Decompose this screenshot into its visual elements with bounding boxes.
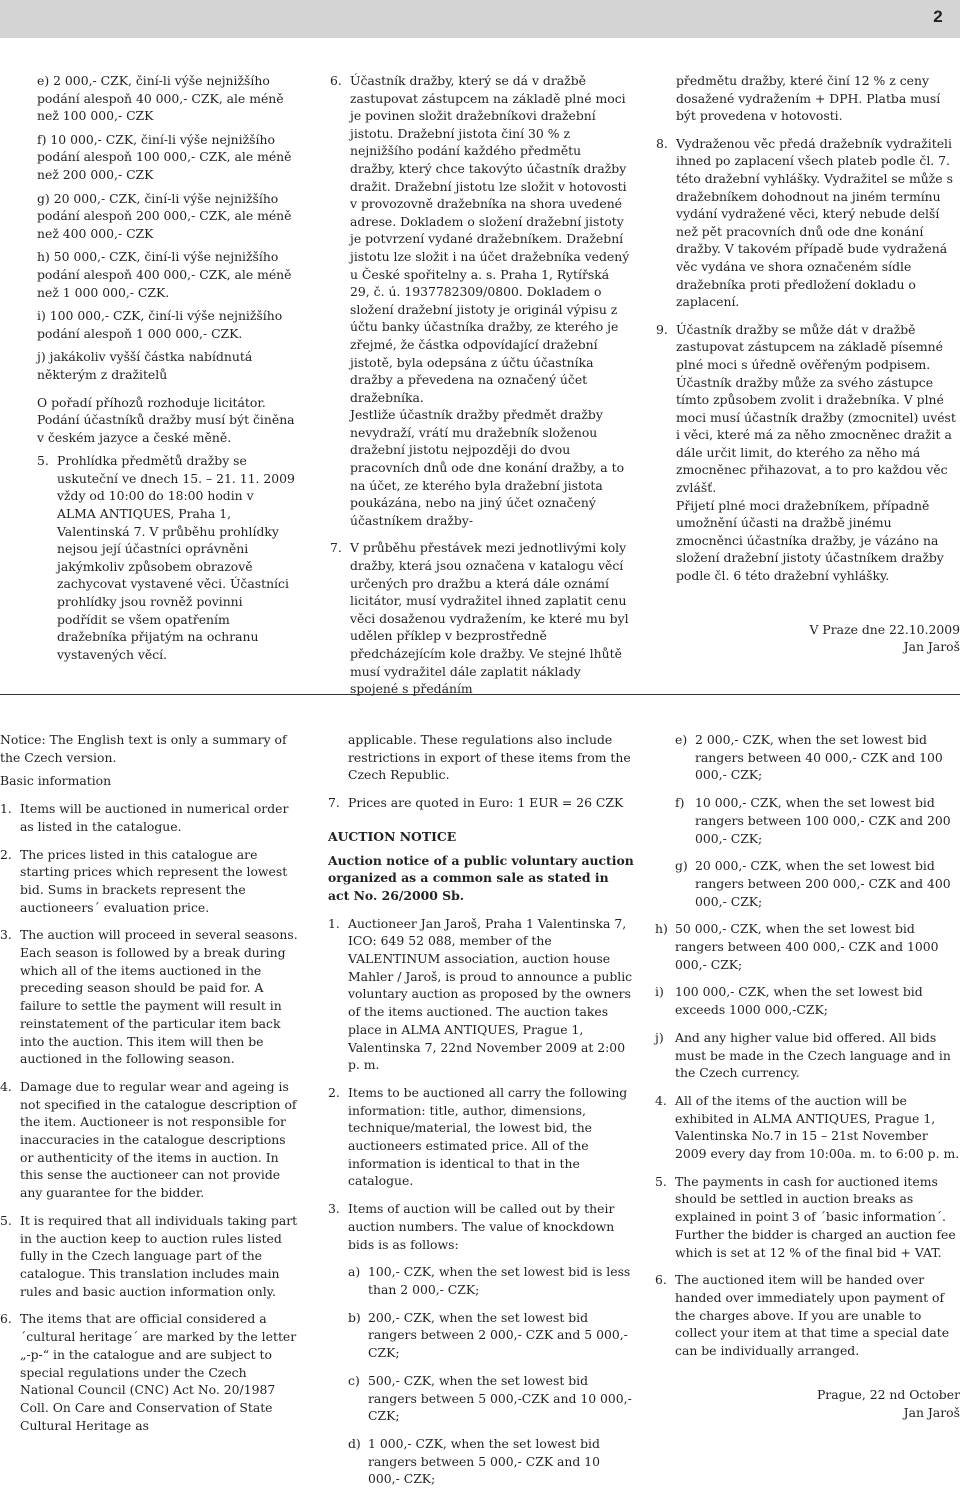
en-basic-item-text: Prices are quoted in Euro: 1 EUR = 26 CZK (348, 795, 624, 811)
cz-item-7 (330, 539, 630, 697)
en-basic-list (0, 800, 302, 1434)
en-bid-item (675, 731, 960, 784)
en-notice-item-number: 3. (328, 1201, 340, 1217)
en-basic-item (0, 926, 302, 1068)
en-notice-item-text: All of the items of the auction will be exhibited in ALMA ANTIQUES, Prague 1, Valentinska No.7 in 15 – 21st November 2009 every day from 10:00a. m. to 6:00 p. m. (675, 1092, 960, 1162)
en-bid-item (348, 1372, 634, 1425)
en-notice-item (655, 1092, 960, 1163)
en-bid-item-text: 50 000,- CZK, when the set lowest bid rangers between 400 000,- CZK and 1000 000,- CZK; (675, 921, 939, 972)
cz-bid-f: f) 10 000,- CZK, činí-li výše nejnižšího podání alespoň 100 000,- CZK, ale méně než 200 000,- CZK (37, 131, 292, 182)
en-auction-notice-subheading: Auction notice of a public voluntary auction organized as a common sale as stated in act No. 26/2000 Sb. (328, 852, 634, 903)
cz-item-9-text: Účastník dražby se může dát v dražbě zastupovat zástupcem na základě písemné plné moci s úředně ověřeným podpisem. Účastník dražby může za svého zástupce tímto způsobem zvolit i dražebníka. V plné moci musí účastník dražby (zmocnitel) uvést i věci, které má za něho zmocněnec dražit a dále určit limit, do kterého za něho má zmocněnec přihazovat, a to pro každou věc zvlášť. (676, 321, 956, 496)
en-bid-item-letter: e) (675, 732, 688, 747)
page-number: 2 (933, 7, 943, 26)
en-bid-item-letter: b) (348, 1309, 361, 1325)
en-bid-item-text: And any higher value bid offered. All bids must be made in the Czech language and in the Czech currency. (675, 1029, 951, 1081)
cz-column-2 (330, 72, 630, 698)
cz-item-5-text: Prohlídka předmětů dražby se uskuteční ve dnech 15. – 21. 11. 2009 vždy od 10:00 do 18:00 hodin v ALMA ANTIQUES, Praha 1, Valentinská 7. V průběhu prohlídky nejsou její účastníci oprávněni jakýmkoliv způsobem obrazově zachycovat vystavené věci. Účastníci prohlídky jsou rovněž povinni podřídit se všem opatřením dražebníka přijatým na ochranu vystavených věcí. (57, 453, 295, 662)
cz-item-8 (656, 135, 960, 311)
en-item-6-continued: applicable. These regulations also include restrictions in export of these items from the Czech Republic. (348, 732, 631, 783)
en-column-2 (328, 731, 634, 1488)
cz-bid-h: h) 50 000,- CZK, činí-li výše nejnižšího podání alespoň 400 000,- CZK, ale méně než 1 000 000,- CZK. (37, 249, 292, 300)
cz-item-7-number: 7. (330, 540, 342, 556)
en-basic-item-number: 3. (0, 927, 12, 943)
en-date: Prague, 22 nd October (816, 1386, 960, 1402)
cz-bid-j: j) jakákoliv vyšší částka nabídnutá některým z dražitelů (37, 349, 253, 382)
en-bid-item-text: 2 000,- CZK, when the set lowest bid rangers between 40 000,- CZK and 100 000,- CZK; (695, 732, 943, 783)
en-bid-item-text: 200,- CZK, when the set lowest bid rangers between 2 000,- CZK and 5 000,- CZK; (368, 1309, 628, 1361)
en-notice-item-number: 4. (655, 1092, 667, 1108)
cz-signature: Jan Jaroš (903, 639, 960, 655)
en-basic-item-number: 2. (0, 846, 12, 862)
en-basic-item-number: 6. (0, 1311, 12, 1327)
section-divider (0, 694, 960, 695)
en-bid-item-letter: c) (348, 1372, 360, 1388)
cz-order-paragraph: O pořadí příhozů rozhoduje licitátor. Podání účastníků dražby musí být činěna v českém jazyce a české měně. (37, 394, 295, 445)
en-basic-information-heading: Basic information (0, 773, 112, 789)
en-basic-item-text: It is required that all individuals taking part in the auction keep to auction rules listed fully in the Czech language part of the catalogue. This translation includes main rules and basic auction information only. (20, 1212, 298, 1299)
en-notice-item (328, 1084, 634, 1190)
en-bid-item (655, 1029, 960, 1082)
page-header-bar (0, 0, 960, 38)
en-bid-item-letter: i) (655, 984, 664, 1000)
en-basic-item-text: Items will be auctioned in numerical order as listed in the catalogue. (20, 801, 289, 834)
cz-item-7-text: V průběhu přestávek mezi jednotlivými koly dražby, která jsou označena v katalogu věcí určených pro dražbu a která dále oznámí licitátor, musí vydražitel ihned zaplatit cenu věci dosaženou vydražením, ke které mu byl udělen příklep v bezprostředně předcházejícím kole dražby. Ve stejné lhůtě musí vydražitel dále zaplatit náklady spojené s předáním (350, 540, 629, 697)
en-notice-item-text: Items of auction will be called out by their auction numbers. The value of knockdown bids is as follows: (348, 1201, 615, 1252)
cz-item-9-text-b: Přijetí plné moci dražebníkem, případně umožnění účasti na dražbě jinému zmocněnci účastníka dražby, je vázáno na složení dražební jistoty účastníkem dražby podle čl. 6 této dražební vyhlášky. (676, 497, 944, 584)
en-bid-item-letter: a) (348, 1264, 361, 1280)
en-bid-item (675, 857, 960, 910)
en-basic-item (0, 1212, 302, 1301)
en-bid-list-e-g (655, 731, 960, 910)
en-bid-item-letter: j) (655, 1029, 664, 1045)
en-notice-item-number: 1. (328, 915, 340, 931)
cz-bid-e: e) 2 000,- CZK, činí-li výše nejnižšího podání alespoň 40 000,- CZK, ale méně než 100 000,- CZK (37, 73, 284, 124)
en-signature: Jan Jaroš (903, 1404, 960, 1420)
en-basic-item (0, 846, 302, 917)
cz-item-8-text: Vydraženou věc předá dražebník vydražiteli ihned po zaplacení všech plateb podle čl. 7. této dražební vyhlášky. Vydražitel se může s dražebníkem dohodnout na jiném termínu vydání vydražené věci, který nebude delší než pět pracovních dnů ode dne konání dražby. V takovém případě bude vydražená věc vydána ve shora označeném sídle dražebníka proti předložení dokladu o zaplacení. (676, 135, 953, 310)
cz-date: V Praze dne 22.10.2009 (809, 621, 960, 637)
en-bid-item-text: 10 000,- CZK, when the set lowest bid rangers between 100 000,- CZK and 200 000,- CZK; (695, 795, 951, 846)
en-basic-item (0, 1078, 302, 1202)
cz-bid-g: g) 20 000,- CZK, činí-li výše nejnižšího podání alespoň 200 000,- CZK, ale méně než 400 000,- CZK (37, 190, 292, 241)
cz-item-7-continued: předmětu dražby, které činí 12 % z ceny dosažené vydražením + DPH. Platba musí být provedena v hotovosti. (676, 73, 941, 124)
cz-column-3 (656, 72, 960, 656)
en-notice-item-text: The payments in cash for auctioned items should be settled in auction breaks as explained in point 3 of ´basic information´. Further the bidder is charged an auction fee which is set at 12 % of the final bid + VAT. (675, 1173, 956, 1260)
en-notice-item (328, 1200, 634, 1253)
en-column-3 (655, 731, 960, 1421)
en-bid-list-a-d (328, 1263, 634, 1488)
en-bid-item (675, 794, 960, 847)
cz-item-5-number: 5. (37, 453, 49, 469)
en-column-1 (0, 731, 302, 1434)
en-bid-item-letter: f) (675, 795, 685, 811)
en-notice-item-number: 6. (655, 1272, 667, 1288)
en-basic-item-number: 4. (0, 1078, 12, 1094)
en-notice-item-text: Items to be auctioned all carry the following information: title, author, dimensions, technique/material, the lowest bid, the auctioneers estimated price. All of the information is identical to that in the catalogue. (348, 1084, 628, 1189)
en-basic-item-text: The items that are official considered a ´cultural heritage´ are marked by the letter „-p-“ in the catalogue and are subject to special regulations under the Czech National Council (CNC) Act No. 20/1987 Coll. On Care and Conservation of State Cultural Heritage as (20, 1311, 297, 1433)
en-bid-item-text: 20 000,- CZK, when the set lowest bid rangers between 200 000,- CZK and 400 000,- CZK; (695, 858, 951, 909)
en-bid-item (348, 1309, 634, 1362)
en-notice-item-number: 2. (328, 1084, 340, 1100)
en-basic-item-text: The prices listed in this catalogue are starting prices which represent the lowest bid. Sums in brackets represent the auctioneers´ evaluation price. (20, 846, 288, 915)
en-bid-item-letter: g) (675, 858, 688, 874)
cz-item-6-text-b: Jestliže účastník dražby předmět dražby nevydraží, vrátí mu dražebník složenou dražební jistotu nejpozději do dvou pracovních dnů ode dne konání dražby, a to na účet, ze kterého byla dražební jistota poukázána, nebo na jiný účet označený účastníkem dražby- (350, 407, 625, 528)
en-basic-item (0, 800, 302, 835)
en-notice-item-text: Auctioneer Jan Jaroš, Praha 1 Valentinska 7, ICO: 649 52 088, member of the VALENTINUM association, auction house Mahler / Jaroš, is proud to announce a public voluntary auction as proposed by the owners of the items auctioned. The auction takes place in ALMA ANTIQUES, Prague 1, Valentinska 7, 22nd November 2009 at 2:00 p. m. (348, 915, 633, 1073)
cz-bid-i: i) 100 000,- CZK, činí-li výše nejnižšího podání alespoň 1 000 000,- CZK. (37, 308, 283, 341)
cz-item-6-text: Účastník dražby, který se dá v dražbě zastupovat zástupcem na základě plné moci je povinen složit dražebníkovi dražební jistotu. Dražební jistota činí 30 % z nejnižšího podání každého předmětu dražby, který chce takovýto účastník dražby dražit. Dražební jistotu lze složit v hotovosti v provozovně dražebníka na shora uvedené adrese. Dokladem o složení dražební jistoty je potvrzení vydané dražebníkem. Dražební jistotu lze složit i na účet dražebníka vedený u České spořitelny a. s. Praha 1, Rytířská 29, č. ú. 1937782309/0800. Dokladem o složení dražební jistoty je originál výpisu z účtu banky účastníka dražby, ze kterého je zřejmé, že částka odpovídající dražební jistotě, byla odepsána z účtu účastníka dražby a převedena na označený účet dražebníka. (350, 73, 630, 405)
en-bid-item-letter: d) (348, 1435, 361, 1451)
en-basic-item-number: 1. (0, 801, 12, 817)
en-bid-item-text: 100 000,- CZK, when the set lowest bid exceeds 1000 000,-CZK; (675, 984, 923, 1018)
en-bid-item-text: 100,- CZK, when the set lowest bid is less than 2 000,- CZK; (368, 1264, 631, 1297)
en-notice-item (328, 915, 634, 1074)
cz-item-9-number: 9. (656, 321, 668, 337)
en-basic-item-number: 5. (0, 1212, 12, 1228)
en-auction-notice-heading: AUCTION NOTICE (328, 828, 457, 844)
en-basic-item-text: The auction will proceed in several seasons. Each season is followed by a break during which all of the items auctioned in the preceding season should be paid for. A failure to settle the payment will result in reinstatement of the particular item back into the auction. This item will then be auctioned in the following season. (20, 927, 298, 1067)
en-bid-item-text: 500,- CZK, when the set lowest bid rangers between 5 000,-CZK and 10 000,- CZK; (368, 1372, 632, 1424)
en-bid-item (348, 1263, 634, 1298)
cz-column-1 (37, 72, 295, 663)
cz-item-6-number: 6. (330, 73, 342, 88)
en-bid-item (348, 1435, 634, 1488)
cz-item-6 (330, 72, 630, 529)
en-notice-item (655, 1271, 960, 1360)
en-notice-item-number: 5. (655, 1173, 667, 1189)
en-bid-list-h-j (655, 920, 960, 1082)
en-basic-item-text: Damage due to regular wear and ageing is not specified in the catalogue description of the item. Auctioneer is not responsible for inaccuracies in the catalogue descriptions or authenticity of the items in auction. In this sense the auctioneer can not provide any guarantee for the bidder. (20, 1078, 297, 1201)
en-notice-item (655, 1173, 960, 1262)
cz-item-9 (656, 321, 960, 585)
en-basic-item-7 (328, 794, 634, 812)
en-notice-item-text: The auctioned item will be handed over handed over immediately upon payment of the charges above. If you are unable to collect your item at that time a special date can be individually arranged. (675, 1272, 950, 1359)
en-bid-item-text: 1 000,- CZK, when the set lowest bid rangers between 5 000,- CZK and 10 000,- CZK; (368, 1435, 601, 1487)
en-basic-item-number: 7. (328, 795, 340, 811)
en-bid-item-letter: h) (655, 921, 668, 937)
en-basic-item (0, 1310, 302, 1434)
cz-item-8-number: 8. (656, 135, 668, 151)
en-notice: Notice: The English text is only a summary of the Czech version. (0, 732, 287, 765)
cz-item-5 (37, 452, 295, 663)
en-bid-item (655, 920, 960, 973)
en-bid-item (655, 983, 960, 1018)
